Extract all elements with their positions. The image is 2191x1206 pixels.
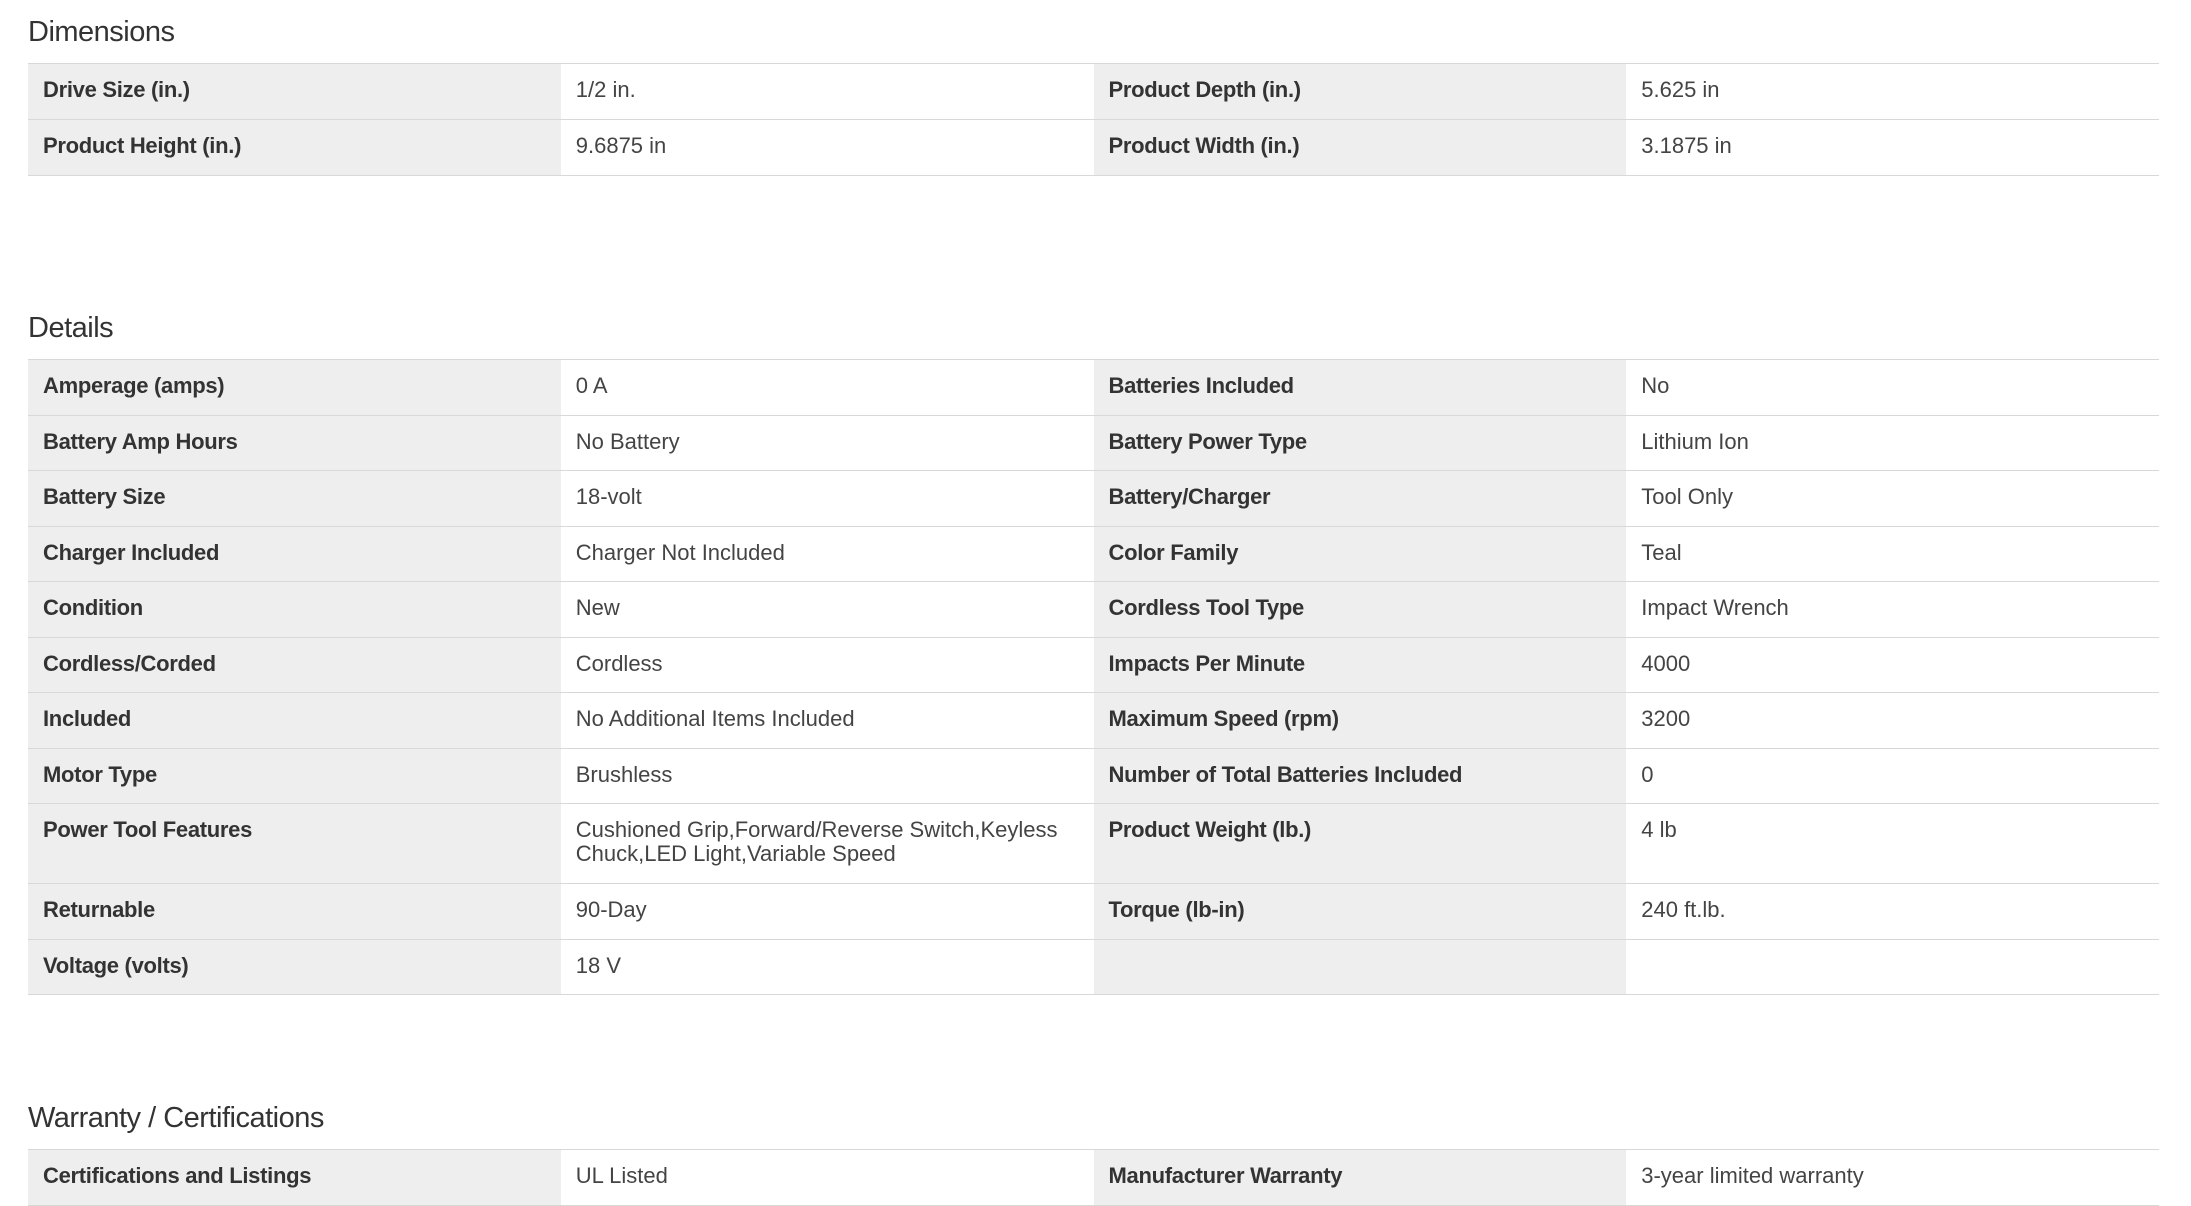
spec-value: New bbox=[561, 582, 1094, 638]
spec-value: 3.1875 in bbox=[1626, 120, 2159, 176]
spec-label: Product Height (in.) bbox=[28, 120, 561, 176]
spec-value: 4 lb bbox=[1626, 804, 2159, 884]
spec-value: No bbox=[1626, 360, 2159, 416]
section-spacer bbox=[28, 995, 2159, 1086]
spec-label bbox=[1094, 939, 1627, 995]
section-title-warranty: Warranty / Certifications bbox=[28, 1086, 2159, 1150]
dimensions-section bbox=[28, 0, 2159, 176]
spec-value: 3200 bbox=[1626, 693, 2159, 749]
spec-value: 0 bbox=[1626, 748, 2159, 804]
table-row bbox=[28, 939, 2159, 995]
spec-label: Battery Amp Hours bbox=[28, 415, 561, 471]
spec-label: Number of Total Batteries Included bbox=[1094, 748, 1627, 804]
spec-value: UL Listed bbox=[561, 1150, 1094, 1206]
spec-value: 18 V bbox=[561, 939, 1094, 995]
table-row bbox=[28, 693, 2159, 749]
spec-value: Brushless bbox=[561, 748, 1094, 804]
spec-label: Color Family bbox=[1094, 526, 1627, 582]
spec-label: Amperage (amps) bbox=[28, 360, 561, 416]
table-row bbox=[28, 471, 2159, 527]
section-title-dimensions: Dimensions bbox=[28, 0, 2159, 64]
spec-value: 90-Day bbox=[561, 884, 1094, 940]
spec-value: 1/2 in. bbox=[561, 64, 1094, 120]
spec-label: Charger Included bbox=[28, 526, 561, 582]
section-title-details: Details bbox=[28, 296, 2159, 360]
table-row bbox=[28, 582, 2159, 638]
spec-value: Tool Only bbox=[1626, 471, 2159, 527]
spec-value: No Battery bbox=[561, 415, 1094, 471]
spec-label: Certifications and Listings bbox=[28, 1150, 561, 1206]
section-spacer bbox=[28, 176, 2159, 296]
spec-value: 9.6875 in bbox=[561, 120, 1094, 176]
spec-label: Included bbox=[28, 693, 561, 749]
spec-label: Batteries Included bbox=[1094, 360, 1627, 416]
spec-label: Battery Size bbox=[28, 471, 561, 527]
spec-label: Product Width (in.) bbox=[1094, 120, 1627, 176]
spec-label: Product Weight (lb.) bbox=[1094, 804, 1627, 884]
table-row bbox=[28, 884, 2159, 940]
spec-label: Battery Power Type bbox=[1094, 415, 1627, 471]
spec-value: Cushioned Grip,Forward/Reverse Switch,Keyless Chuck,LED Light,Variable Speed bbox=[561, 804, 1094, 884]
spec-value: Charger Not Included bbox=[561, 526, 1094, 582]
spec-label: Power Tool Features bbox=[28, 804, 561, 884]
spec-label: Maximum Speed (rpm) bbox=[1094, 693, 1627, 749]
spec-value: Lithium Ion bbox=[1626, 415, 2159, 471]
warranty-table bbox=[28, 1150, 2159, 1206]
warranty-section bbox=[28, 1086, 2159, 1206]
table-row bbox=[28, 748, 2159, 804]
spec-label: Condition bbox=[28, 582, 561, 638]
spec-label: Torque (lb-in) bbox=[1094, 884, 1627, 940]
spec-label: Returnable bbox=[28, 884, 561, 940]
spec-value: 240 ft.lb. bbox=[1626, 884, 2159, 940]
table-row bbox=[28, 360, 2159, 416]
table-row bbox=[28, 120, 2159, 176]
spec-value: No Additional Items Included bbox=[561, 693, 1094, 749]
dimensions-table bbox=[28, 64, 2159, 176]
spec-label: Product Depth (in.) bbox=[1094, 64, 1627, 120]
spec-label: Impacts Per Minute bbox=[1094, 637, 1627, 693]
table-row bbox=[28, 637, 2159, 693]
spec-value: Cordless bbox=[561, 637, 1094, 693]
spec-value: Impact Wrench bbox=[1626, 582, 2159, 638]
table-row bbox=[28, 526, 2159, 582]
table-row bbox=[28, 1150, 2159, 1206]
details-table bbox=[28, 360, 2159, 996]
spec-label: Cordless Tool Type bbox=[1094, 582, 1627, 638]
spec-label: Manufacturer Warranty bbox=[1094, 1150, 1627, 1206]
spec-label: Motor Type bbox=[28, 748, 561, 804]
spec-value: 3-year limited warranty bbox=[1626, 1150, 2159, 1206]
spec-label: Voltage (volts) bbox=[28, 939, 561, 995]
spec-value: Teal bbox=[1626, 526, 2159, 582]
spec-value: 5.625 in bbox=[1626, 64, 2159, 120]
spec-label: Cordless/Corded bbox=[28, 637, 561, 693]
spec-label: Battery/Charger bbox=[1094, 471, 1627, 527]
spec-label: Drive Size (in.) bbox=[28, 64, 561, 120]
spec-value: 0 A bbox=[561, 360, 1094, 416]
spec-value bbox=[1626, 939, 2159, 995]
details-section bbox=[28, 296, 2159, 996]
spec-value: 18-volt bbox=[561, 471, 1094, 527]
table-row bbox=[28, 64, 2159, 120]
spec-value: 4000 bbox=[1626, 637, 2159, 693]
table-row bbox=[28, 415, 2159, 471]
table-row bbox=[28, 804, 2159, 884]
